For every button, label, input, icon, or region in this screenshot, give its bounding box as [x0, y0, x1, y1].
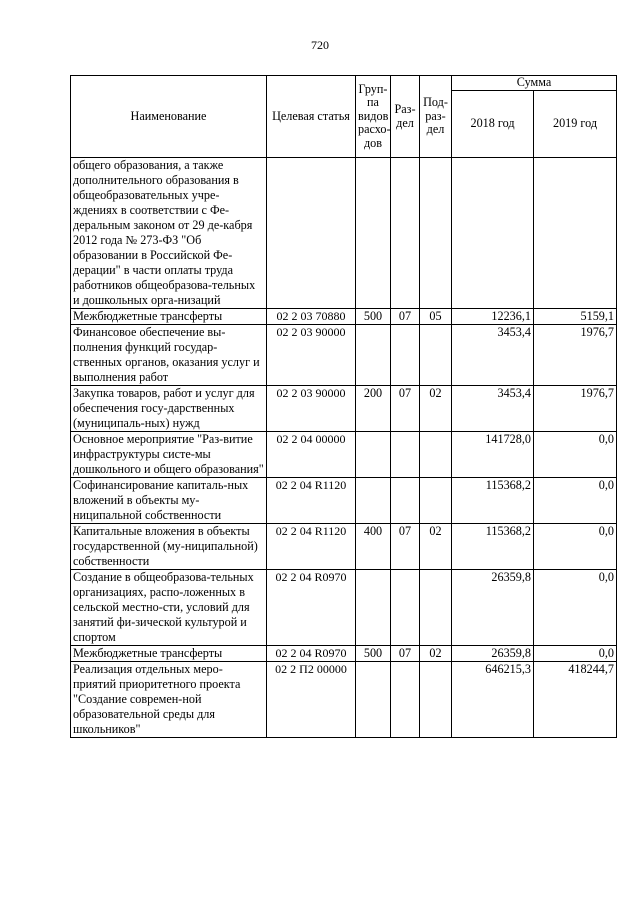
- cell-sum-2018: 3453,4: [452, 325, 534, 386]
- cell-target-article: 02 2 03 70880: [267, 309, 356, 325]
- cell-name: Реализация отдельных меро-приятий приоритетного проекта "Создание современ-ной образовательной среды для школьников": [71, 662, 267, 738]
- header-sum: Сумма: [452, 76, 617, 91]
- table-row: [71, 646, 617, 662]
- cell-subsection: [420, 478, 452, 524]
- cell-target-article: 02 2 04 R0970: [267, 646, 356, 662]
- cell-name: Основное мероприятие "Раз-витие инфраструктуры систе-мы дошкольного и общего образования": [71, 432, 267, 478]
- header-name: Наименование: [71, 76, 267, 158]
- table-row: [71, 570, 617, 646]
- cell-section: [391, 570, 420, 646]
- cell-subsection: [420, 325, 452, 386]
- cell-target-article: 02 2 04 00000: [267, 432, 356, 478]
- cell-sum-2019: 5159,1: [534, 309, 617, 325]
- cell-name: Закупка товаров, работ и услуг для обеспечения госу-дарственных (муниципаль-ных) нужд: [71, 386, 267, 432]
- header-target-article: Целевая статья: [267, 76, 356, 158]
- cell-target-article: [267, 158, 356, 309]
- cell-expense-group: [356, 478, 391, 524]
- table-row: [71, 662, 617, 738]
- cell-sum-2018: 12236,1: [452, 309, 534, 325]
- cell-subsection: [420, 158, 452, 309]
- cell-sum-2018: 115368,2: [452, 478, 534, 524]
- cell-sum-2018: 646215,3: [452, 662, 534, 738]
- cell-name: общего образования, а также дополнительного образования в общеобразовательных учре-ждениях в соответствии с Фе-деральным законом от 29 де-кабря 2012 года № 273-ФЗ "Об образовании в Российской Фе-дерации" в части оплаты труда работников общеобразова-тельных и дошкольных орга-низаций: [71, 158, 267, 309]
- cell-section: 07: [391, 646, 420, 662]
- cell-name: Капитальные вложения в объекты государственной (му-ниципальной) собственности: [71, 524, 267, 570]
- cell-target-article: 02 2 04 R0970: [267, 570, 356, 646]
- cell-sum-2019: 1976,7: [534, 325, 617, 386]
- table-row: [71, 309, 617, 325]
- cell-expense-group: 500: [356, 646, 391, 662]
- cell-target-article: 02 2 04 R1120: [267, 524, 356, 570]
- cell-expense-group: 500: [356, 309, 391, 325]
- cell-name: Создание в общеобразова-тельных организациях, распо-ложенных в сельской местно-сти, условий для занятий фи-зической культурой и спортом: [71, 570, 267, 646]
- header-section: Раз-дел: [391, 76, 420, 158]
- table-row: [71, 386, 617, 432]
- cell-sum-2019: 0,0: [534, 478, 617, 524]
- cell-sum-2019: 0,0: [534, 432, 617, 478]
- cell-sum-2019: 0,0: [534, 646, 617, 662]
- cell-subsection: [420, 662, 452, 738]
- table-row: [71, 158, 617, 309]
- table-row: [71, 325, 617, 386]
- cell-target-article: 02 2 03 90000: [267, 325, 356, 386]
- cell-target-article: 02 2 П2 00000: [267, 662, 356, 738]
- cell-sum-2019: 418244,7: [534, 662, 617, 738]
- page-number: 720: [311, 38, 329, 52]
- cell-subsection: 02: [420, 646, 452, 662]
- cell-name: Софинансирование капиталь-ных вложений в объекты му-ниципальной собственности: [71, 478, 267, 524]
- cell-subsection: 02: [420, 524, 452, 570]
- header-subsection: Под-раз-дел: [420, 76, 452, 158]
- cell-expense-group: [356, 570, 391, 646]
- header-year-2018: 2018 год: [452, 91, 534, 158]
- table-body: [71, 158, 617, 738]
- cell-expense-group: [356, 662, 391, 738]
- cell-expense-group: 400: [356, 524, 391, 570]
- cell-section: [391, 662, 420, 738]
- cell-name: Межбюджетные трансферты: [71, 646, 267, 662]
- cell-sum-2018: 26359,8: [452, 570, 534, 646]
- cell-subsection: 05: [420, 309, 452, 325]
- cell-section: 07: [391, 386, 420, 432]
- cell-subsection: 02: [420, 386, 452, 432]
- budget-table: [70, 75, 617, 738]
- cell-section: [391, 432, 420, 478]
- cell-section: 07: [391, 524, 420, 570]
- cell-target-article: 02 2 03 90000: [267, 386, 356, 432]
- cell-subsection: [420, 432, 452, 478]
- cell-sum-2019: 1976,7: [534, 386, 617, 432]
- table-row: [71, 432, 617, 478]
- table-header: [71, 76, 617, 158]
- cell-name: Финансовое обеспечение вы-полнения функций государ-ственных органов, оказания услуг и выполнения работ: [71, 325, 267, 386]
- cell-expense-group: [356, 325, 391, 386]
- header-expense-group: Груп-па видов расхо-дов: [356, 76, 391, 158]
- cell-expense-group: [356, 158, 391, 309]
- cell-expense-group: 200: [356, 386, 391, 432]
- cell-sum-2018: 26359,8: [452, 646, 534, 662]
- cell-sum-2018: [452, 158, 534, 309]
- cell-sum-2018: 141728,0: [452, 432, 534, 478]
- cell-sum-2019: 0,0: [534, 524, 617, 570]
- cell-section: [391, 325, 420, 386]
- table-row: [71, 478, 617, 524]
- cell-sum-2018: 3453,4: [452, 386, 534, 432]
- cell-section: [391, 158, 420, 309]
- cell-sum-2019: [534, 158, 617, 309]
- cell-name: Межбюджетные трансферты: [71, 309, 267, 325]
- cell-sum-2019: 0,0: [534, 570, 617, 646]
- cell-section: [391, 478, 420, 524]
- cell-target-article: 02 2 04 R1120: [267, 478, 356, 524]
- header-year-2019: 2019 год: [534, 91, 617, 158]
- cell-subsection: [420, 570, 452, 646]
- cell-expense-group: [356, 432, 391, 478]
- table-row: [71, 524, 617, 570]
- cell-section: 07: [391, 309, 420, 325]
- cell-sum-2018: 115368,2: [452, 524, 534, 570]
